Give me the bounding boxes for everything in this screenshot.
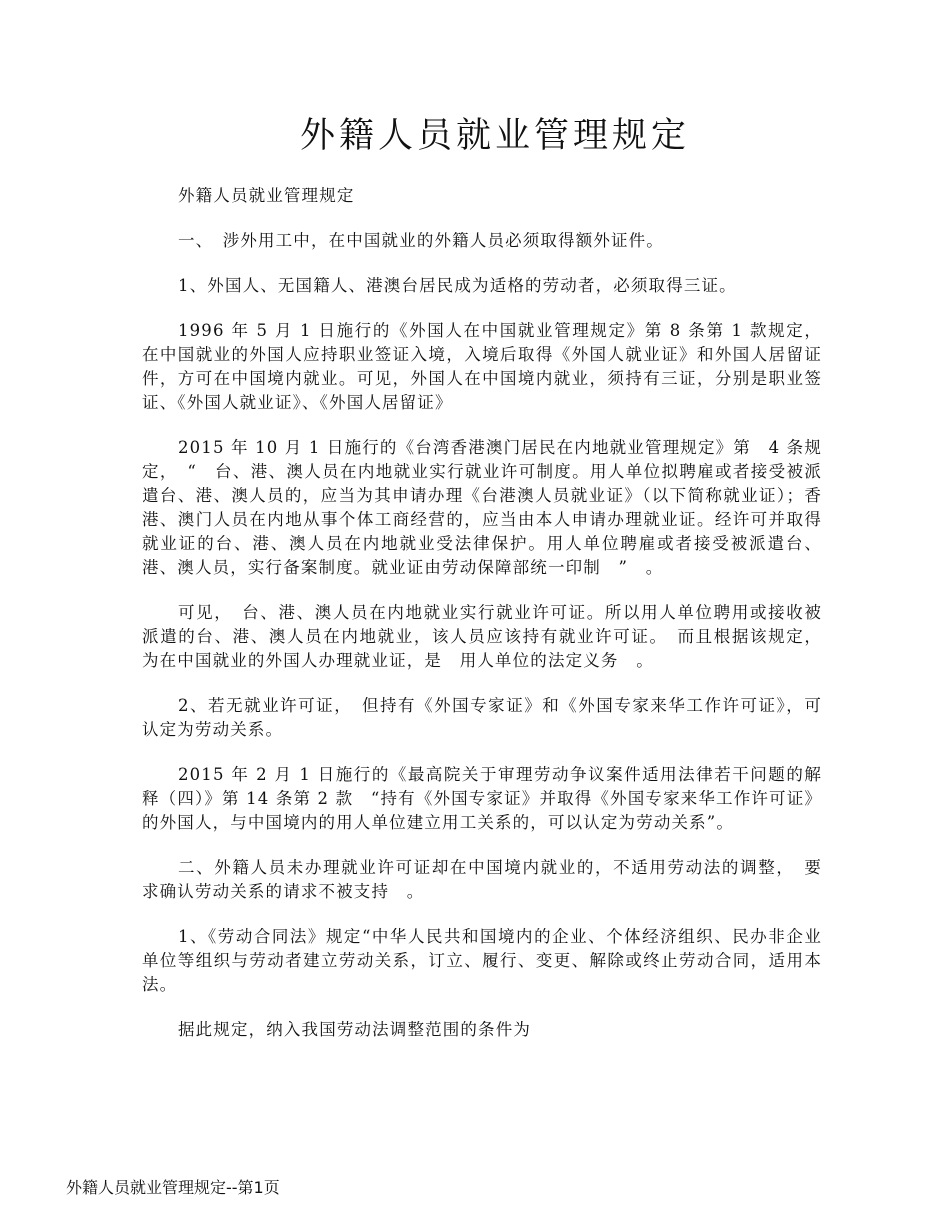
paragraph-supreme-court: 2015 年 2 月 1 日施行的《最高院关于审理劳动争议案件适用法律若干问题的解释（四）》第 14 条第 2 款 “持有《外国专家证》并取得《外国专家来华工作许可证》的外国人，与中国境内的用人单位建立用工关系的，可以认定为劳动关系”。 [142, 765, 822, 832]
page-footer: 外籍人员就业管理规定--第1页 [66, 1178, 280, 1197]
paragraph-labor-contract-law: 1、《劳动合同法》规定“中华人民共和国境内的企业、个体经济组织、民办非企业单位等组织与劳动者建立劳动关系，订立、履行、变更、解除或终止劳动合同，适用本法。 [142, 927, 822, 994]
paragraph-item-2: 2、若无就业许可证， 但持有《外国专家证》和《外国专家来华工作许可证》，可认定为劳动关系。 [142, 696, 822, 739]
document-title: 外籍人员就业管理规定 [299, 116, 690, 157]
paragraph-conclusion-permit: 可见， 台、港、澳人员在内地就业实行就业许可证。所以用人单位聘用或接收被派遣的台、港、澳人员在内地就业，该人员应该持有就业许可证。 而且根据该规定，为在中国就业的外国人办理就业证，是 用人单位的法定义务 。 [142, 603, 822, 670]
paragraph-conditions: 据此规定，纳入我国劳动法调整范围的条件为 [178, 1020, 531, 1039]
paragraph-section-one: 一、 涉外用工中，在中国就业的外籍人员必须取得额外证件。 [178, 231, 664, 250]
paragraph-item-1: 1、外国人、无国籍人、港澳台居民成为适格的劳动者，必须取得三证。 [178, 276, 737, 295]
paragraph-section-two: 二、外籍人员未办理就业许可证却在中国境内就业的，不适用劳动法的调整， 要求确认劳动关系的请求不被支持 。 [142, 858, 822, 901]
paragraph-1996-regulation: 1996 年 5 月 1 日施行的《外国人在中国就业管理规定》第 8 条第 1 款规定，在中国就业的外国人应持职业签证入境，入境后取得《外国人就业证》和外国人居留证件，方可在中国境内就业。可见，外国人在中国境内就业，须持有三证，分别是职业签证、《外国人就业证》、《外国人居留证》 [142, 321, 822, 412]
paragraph-2015-hk-macau-taiwan: 2015 年 10 月 1 日施行的《台湾香港澳门居民在内地就业管理规定》第 4 条规定， “ 台、港、澳人员在内地就业实行就业许可制度。用人单位拟聘雇或者接受被派遣台、港、澳人员的，应当为其申请办理《台港澳人员就业证》（以下简称就业证）；香港、澳门人员在内地从事个体工商经营的，应当由本人申请办理就业证。经许可并取得就业证的台、港、澳人员在内地就业受法律保护。用人单位聘雇或者接受被派遣台、港、澳人员，实行备案制度。就业证由劳动保障部统一印制 ” 。 [142, 438, 822, 577]
document-body [142, 184, 822, 1063]
paragraph-subtitle: 外籍人员就业管理规定 [178, 186, 355, 205]
